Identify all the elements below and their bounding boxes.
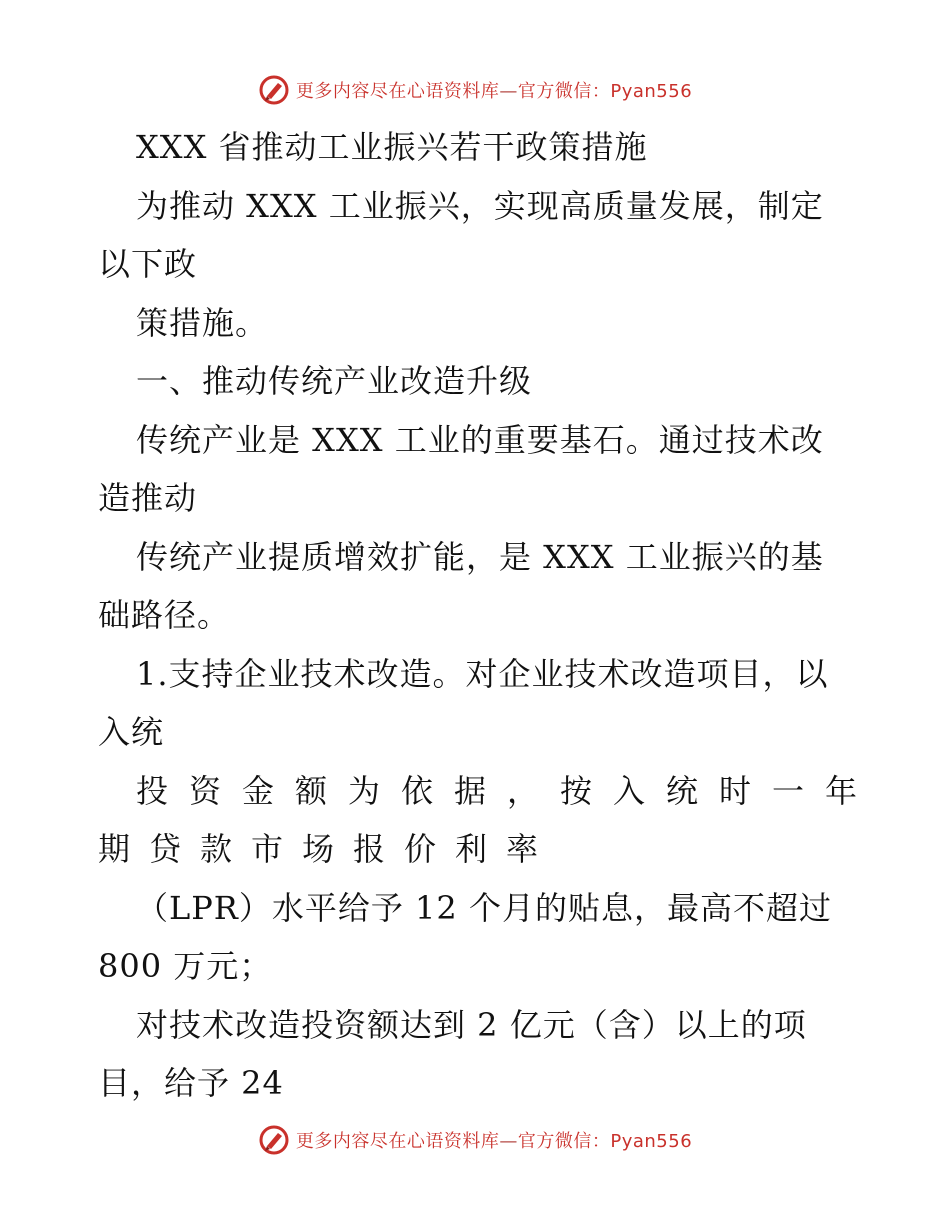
- paragraph-line: 入统: [98, 713, 165, 751]
- paragraph-line: 目，给予 24: [98, 1064, 284, 1102]
- paragraph-line: 为推动 XXX 工业振兴，实现高质量发展，制定: [136, 186, 824, 225]
- paragraph-line: 投资金额为依据，按入统时一年: [136, 771, 879, 810]
- paragraph-line: 800 万元；: [98, 947, 273, 985]
- section-heading: 一、推动传统产业改造升级: [136, 362, 533, 400]
- paragraph-line: （LPR）水平给予 12 个月的贴息，最高不超过: [136, 888, 832, 927]
- banner-text: [296, 1127, 692, 1153]
- paragraph-line: 策措施。: [136, 303, 269, 342]
- footer-banner: [0, 1120, 950, 1160]
- banner-separator: —: [499, 1131, 518, 1152]
- paragraph-line: 期贷款市场报价利率: [98, 830, 558, 868]
- banner-main-text: 更多内容尽在心语资料库: [295, 81, 500, 102]
- paragraph-line: 传统产业提质增效扩能，是 XXX 工业振兴的基: [136, 537, 824, 576]
- paragraph-line: 对技术改造投资额达到 2 亿元（含）以上的项: [136, 1005, 807, 1044]
- banner-wechat-text: 官方微信：Pyan556: [517, 81, 693, 102]
- banner-main-text: 更多内容尽在心语资料库: [295, 1131, 500, 1152]
- pen-logo-icon: [258, 1124, 290, 1156]
- paragraph-line: 1.支持企业技术改造。对企业技术改造项目，以: [136, 654, 829, 693]
- document-title: XXX 省推动工业振兴若干政策措施: [136, 128, 648, 166]
- paragraph-line: 传统产业是 XXX 工业的重要基石。通过技术改: [136, 420, 824, 459]
- banner-separator: —: [499, 81, 518, 102]
- header-banner: [0, 70, 950, 110]
- banner-wechat-text: 官方微信：Pyan556: [517, 1131, 693, 1152]
- document-body: [98, 118, 879, 1113]
- paragraph-line: 础路径。: [98, 596, 231, 634]
- banner-text: [296, 77, 692, 103]
- pen-logo-icon: [258, 74, 290, 106]
- paragraph-line: 造推动: [98, 479, 198, 517]
- paragraph-line: 以下政: [98, 245, 198, 283]
